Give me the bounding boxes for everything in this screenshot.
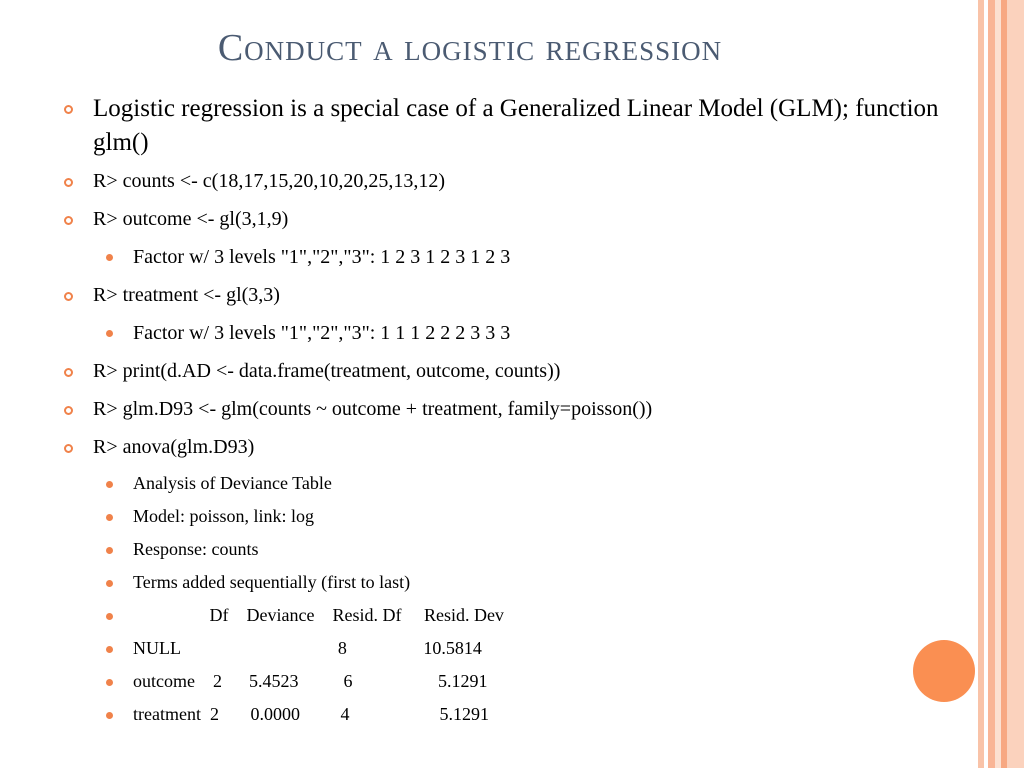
ring-bullet-icon — [64, 292, 73, 301]
bullet-text: Df Deviance Resid. Df Resid. Dev — [133, 605, 504, 625]
decor-stripe — [1007, 0, 1024, 768]
dot-bullet-icon — [106, 679, 113, 686]
bullet-text: Response: counts — [133, 539, 259, 559]
bullet-text: Terms added sequentially (first to last) — [133, 572, 411, 592]
ring-bullet-icon — [64, 178, 73, 187]
sub-bullet-model — [62, 505, 972, 528]
dot-bullet-icon — [106, 254, 113, 261]
sub-bullet-anova-title — [62, 472, 972, 495]
ring-bullet-icon — [64, 105, 73, 114]
dot-bullet-icon — [106, 613, 113, 620]
ring-bullet-icon — [64, 406, 73, 415]
anova-table-header — [62, 604, 972, 627]
bullet-text: R> counts <- c(18,17,15,20,10,20,25,13,12) — [93, 170, 445, 192]
bullet-text: Factor w/ 3 levels "1","2","3": 1 1 1 2 2 2 3 3 3 — [133, 322, 511, 344]
bullet-text: NULL 8 10.5814 — [133, 638, 482, 658]
dot-bullet-icon — [106, 514, 113, 521]
bullet-text: outcome 2 5.4523 6 5.1291 — [133, 671, 488, 691]
anova-row-null — [62, 637, 972, 660]
bullet-print — [62, 358, 972, 384]
bullet-glm-call — [62, 396, 972, 422]
bullet-text: Factor w/ 3 levels "1","2","3": 1 2 3 1 2 3 1 2 3 — [133, 246, 511, 268]
bullet-text: Analysis of Deviance Table — [133, 473, 332, 493]
dot-bullet-icon — [106, 580, 113, 587]
sub-bullet-outcome-factor — [62, 244, 972, 270]
bullet-outcome — [62, 206, 972, 232]
bullet-glm-intro — [62, 92, 972, 160]
bullet-treatment — [62, 282, 972, 308]
anova-row-treatment — [62, 703, 972, 726]
bullet-text: treatment 2 0.0000 4 5.1291 — [133, 704, 489, 724]
bullet-text: Logistic regression is a special case of a Generalized Linear Model (GLM); function glm() — [93, 95, 939, 156]
decor-stripe — [988, 0, 995, 768]
sub-bullet-terms — [62, 571, 972, 594]
bullet-text: R> outcome <- gl(3,1,9) — [93, 208, 289, 230]
bullet-text: R> treatment <- gl(3,3) — [93, 284, 280, 306]
dot-bullet-icon — [106, 481, 113, 488]
bullet-counts — [62, 168, 972, 194]
slide-title: Conduct a logistic regression — [217, 27, 723, 69]
anova-row-outcome — [62, 670, 972, 693]
ring-bullet-icon — [64, 444, 73, 453]
ring-bullet-icon — [64, 368, 73, 377]
bullet-text: R> print(d.AD <- data.frame(treatment, outcome, counts)) — [93, 360, 561, 382]
ring-bullet-icon — [64, 216, 73, 225]
slide-content — [62, 92, 972, 736]
dot-bullet-icon — [106, 646, 113, 653]
bullet-text: Model: poisson, link: log — [133, 506, 315, 526]
sub-bullet-treatment-factor — [62, 320, 972, 346]
bullet-text: R> glm.D93 <- glm(counts ~ outcome + treatment, family=poisson()) — [93, 398, 653, 420]
dot-bullet-icon — [106, 330, 113, 337]
bullet-text: R> anova(glm.D93) — [93, 436, 255, 458]
sub-bullet-response — [62, 538, 972, 561]
dot-bullet-icon — [106, 547, 113, 554]
bullet-anova — [62, 434, 972, 460]
dot-bullet-icon — [106, 712, 113, 719]
